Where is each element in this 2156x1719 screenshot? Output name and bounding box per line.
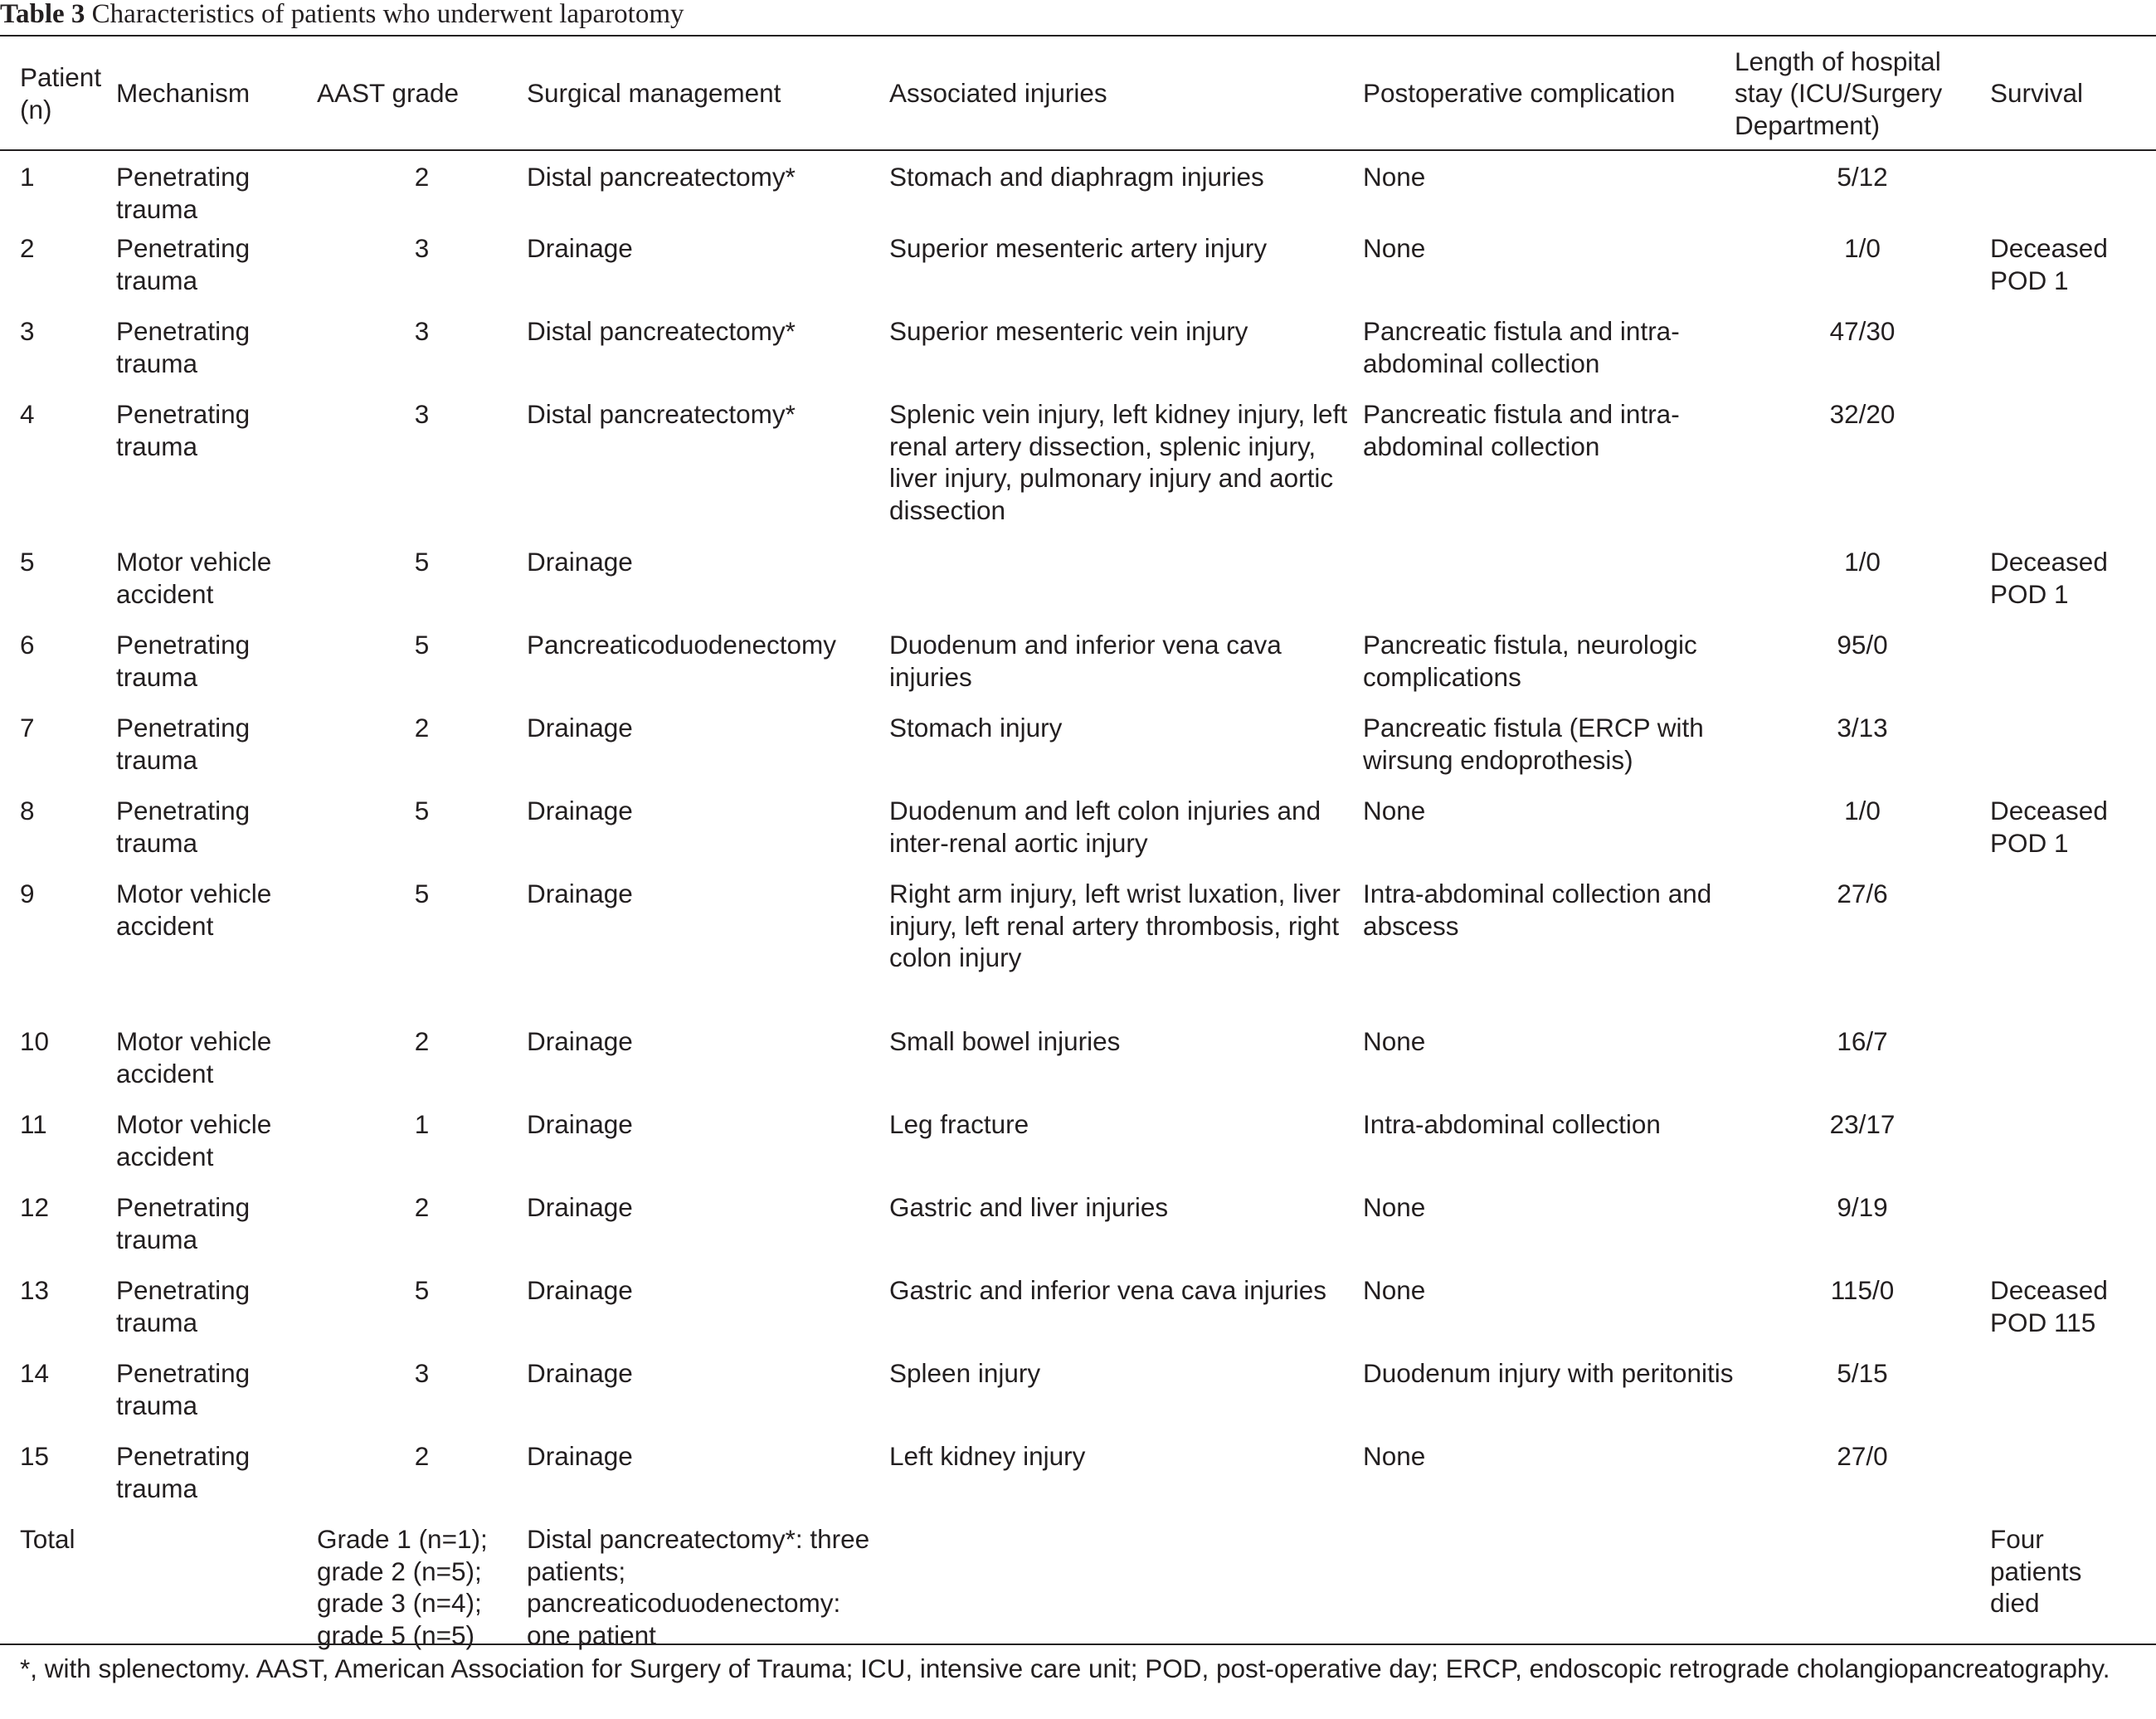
cell-patient: 5	[20, 547, 35, 577]
cell-length-of-stay: 1/0	[1844, 233, 1881, 263]
cell-mechanism: Penetrating trauma	[116, 162, 251, 224]
cell-mechanism: Penetrating trauma	[116, 796, 251, 858]
cell-surgical-management: Drainage	[527, 233, 633, 263]
cell-length-of-stay: 16/7	[1837, 1026, 1888, 1056]
cell-length-of-stay: 115/0	[1830, 1275, 1895, 1305]
patients-table	[0, 37, 2156, 1689]
cell-patient: 10	[20, 1026, 50, 1056]
cell-postoperative-complication: None	[1363, 233, 1426, 263]
cell-length-of-stay: 5/15	[1837, 1358, 1888, 1388]
cell-length-of-stay: 5/12	[1837, 162, 1888, 192]
cell-associated-injuries: Right arm injury, left wrist luxation, liver injury, left renal artery thrombosis, right colon injury	[889, 879, 1341, 972]
col-header-mechanism: Mechanism	[116, 78, 251, 109]
cell-surgical-management: Drainage	[527, 1441, 633, 1471]
cell-survival	[1990, 315, 2156, 398]
table-top-rule	[0, 35, 2156, 37]
cell-mechanism: Penetrating trauma	[116, 399, 251, 461]
cell-aast-grade: 2	[414, 713, 430, 743]
cell-associated-injuries: Left kidney injury	[889, 1441, 1086, 1471]
cell-patient: 3	[20, 316, 35, 346]
table-caption-title: Characteristics of patients who underwent laparotomy	[91, 0, 684, 29]
cell-postoperative-complication: None	[1363, 1026, 1426, 1056]
cell-length-of-stay: 27/6	[1837, 879, 1888, 908]
cell-postoperative-complication	[1363, 546, 1735, 629]
cell-associated-injuries: Superior mesenteric vein injury	[889, 316, 1248, 346]
table-row	[0, 1025, 2156, 1108]
cell-associated-injuries: Duodenum and inferior vena cava injuries	[889, 630, 1282, 692]
cell-survival	[1990, 1357, 2156, 1440]
cell-mechanism: Penetrating trauma	[116, 316, 251, 378]
cell-mechanism: Penetrating trauma	[116, 713, 251, 775]
table-row	[0, 315, 2156, 398]
cell-postoperative-complication: None	[1363, 1441, 1426, 1471]
table-caption	[0, 0, 2156, 35]
cell-mechanism: Motor vehicle accident	[116, 1109, 272, 1171]
cell-aast-grade: 5	[414, 879, 430, 908]
cell-survival	[1990, 1440, 2156, 1523]
cell-associated-injuries: Gastric and liver injuries	[889, 1192, 1169, 1222]
table-row	[0, 1357, 2156, 1440]
cell-aast-grade: 1	[414, 1109, 430, 1139]
cell-patient: 2	[20, 233, 35, 263]
cell-mechanism: Penetrating trauma	[116, 1441, 251, 1503]
cell-associated-injuries: Stomach injury	[889, 713, 1063, 743]
cell-survival	[1990, 1108, 2156, 1191]
cell-postoperative-complication: None	[1363, 162, 1426, 192]
table-row	[0, 398, 2156, 546]
cell-survival	[1990, 398, 2156, 546]
cell-aast-grade: 5	[414, 1275, 430, 1305]
cell-survival: Deceased POD 1	[1990, 233, 2108, 295]
cell-mechanism: Penetrating trauma	[116, 1192, 251, 1254]
cell-patient: 11	[20, 1109, 47, 1139]
cell-total-surgical: Distal pancreatectomy*: three patients; pancreaticoduodenectomy: one patient	[527, 1524, 870, 1650]
cell-patient: 13	[20, 1275, 50, 1305]
cell-aast-grade: 2	[414, 1441, 430, 1471]
cell-survival	[1990, 1191, 2156, 1274]
cell-patient: 12	[20, 1192, 50, 1222]
cell-aast-grade: 5	[414, 547, 430, 577]
cell-postoperative-complication: Intra-abdominal collection and abscess	[1363, 879, 1712, 941]
cell-aast-grade: 5	[414, 796, 430, 825]
cell-length-of-stay: 23/17	[1829, 1109, 1896, 1139]
cell-survival	[1990, 629, 2156, 712]
table-row	[0, 1191, 2156, 1274]
cell-patient: 8	[20, 796, 35, 825]
cell-survival: Deceased POD 1	[1990, 796, 2108, 858]
cell-surgical-management: Drainage	[527, 1109, 633, 1139]
table-row	[0, 1108, 2156, 1191]
cell-associated-injuries: Gastric and inferior vena cava injuries	[889, 1275, 1326, 1305]
cell-aast-grade: 2	[414, 1026, 430, 1056]
col-header-postoperative-complication: Postoperative complication	[1363, 78, 1676, 109]
cell-aast-grade: 2	[414, 1192, 430, 1222]
table-row	[0, 795, 2156, 878]
table-header-row	[0, 37, 2156, 149]
cell-length-of-stay: 27/0	[1837, 1441, 1888, 1471]
cell-postoperative-complication: Pancreatic fistula and intra-abdominal collection	[1363, 399, 1680, 461]
cell-aast-grade: 3	[414, 1358, 430, 1388]
cell-surgical-management: Drainage	[527, 547, 633, 577]
cell-surgical-management: Distal pancreatectomy*	[527, 162, 796, 192]
col-header-patient: Patient (n)	[20, 62, 102, 124]
cell-surgical-management: Drainage	[527, 1358, 633, 1388]
cell-patient: 7	[20, 713, 35, 743]
cell-postoperative-complication: Intra-abdominal collection	[1363, 1109, 1661, 1139]
cell-associated-injuries: Leg fracture	[889, 1109, 1029, 1139]
col-header-associated-injuries: Associated injuries	[889, 78, 1107, 109]
cell-length-of-stay: 47/30	[1829, 316, 1896, 346]
table-row	[0, 149, 2156, 232]
cell-mechanism: Motor vehicle accident	[116, 1026, 272, 1088]
cell-postoperative-complication: Duodenum injury with peritonitis	[1363, 1358, 1734, 1388]
cell-patient: 14	[20, 1358, 50, 1388]
cell-aast-grade: 2	[414, 162, 430, 192]
col-header-length-of-stay: Length of hospital stay (ICU/Surgery Department)	[1735, 46, 1943, 140]
col-header-surgical-management: Surgical management	[527, 78, 781, 109]
cell-survival	[1990, 712, 2156, 795]
cell-survival	[1990, 1025, 2156, 1108]
cell-patient: 15	[20, 1441, 50, 1471]
cell-surgical-management: Distal pancreatectomy*	[527, 399, 796, 429]
cell-aast-grade: 5	[414, 630, 430, 660]
cell-mechanism: Motor vehicle accident	[116, 547, 272, 609]
table-row	[0, 629, 2156, 712]
cell-aast-grade: 3	[414, 233, 430, 263]
cell-patient: 9	[20, 879, 35, 908]
cell-surgical-management: Drainage	[527, 796, 633, 825]
cell-mechanism: Penetrating trauma	[116, 1275, 251, 1337]
cell-length-of-stay: 3/13	[1837, 713, 1888, 743]
cell-associated-injuries: Spleen injury	[889, 1358, 1041, 1388]
cell-aast-grade: 3	[414, 316, 430, 346]
cell-length-of-stay: 9/19	[1837, 1192, 1888, 1222]
cell-mechanism: Penetrating trauma	[116, 233, 251, 295]
cell-length-of-stay: 32/20	[1829, 399, 1896, 429]
cell-mechanism: Motor vehicle accident	[116, 879, 272, 941]
cell-total-aast: Grade 1 (n=1); grade 2 (n=5); grade 3 (n=4); grade 5 (n=5)	[317, 1524, 488, 1650]
table-row	[0, 712, 2156, 795]
cell-length-of-stay: 95/0	[1837, 630, 1888, 660]
cell-associated-injuries: Splenic vein injury, left kidney injury, left renal artery dissection, splenic injury, liver injury, pulmonary injury and aortic dissection	[889, 399, 1348, 525]
table-caption-label: Table 3	[0, 0, 85, 29]
cell-length-of-stay: 1/0	[1844, 547, 1881, 577]
cell-surgical-management: Distal pancreatectomy*	[527, 316, 796, 346]
col-header-survival: Survival	[1990, 78, 2084, 109]
cell-surgical-management: Drainage	[527, 1275, 633, 1305]
cell-survival	[1990, 149, 2156, 232]
table-row	[0, 546, 2156, 629]
cell-surgical-management: Pancreaticoduodenectomy	[527, 630, 836, 660]
cell-postoperative-complication: Pancreatic fistula (ERCP with wirsung endoprothesis)	[1363, 713, 1704, 775]
cell-surgical-management: Drainage	[527, 1192, 633, 1222]
col-header-aast-grade: AAST grade	[317, 78, 460, 109]
cell-total-label: Total	[20, 1524, 75, 1554]
table-footnote: *, with splenectomy. AAST, American Association for Surgery of Trauma; ICU, intensive care unit; POD, post-operative day; ERCP, endoscopic retrograde cholangiopancreatography.	[20, 1653, 2110, 1683]
cell-length-of-stay: 1/0	[1844, 796, 1881, 825]
cell-survival	[1990, 878, 2156, 1025]
cell-patient: 6	[20, 630, 35, 660]
cell-patient: 1	[20, 162, 35, 192]
cell-survival: Deceased POD 115	[1990, 1275, 2108, 1337]
cell-postoperative-complication: None	[1363, 796, 1426, 825]
cell-patient: 4	[20, 399, 35, 429]
cell-associated-injuries	[889, 546, 1363, 629]
cell-aast-grade: 3	[414, 399, 430, 429]
table-row	[0, 1440, 2156, 1523]
cell-postoperative-complication: Pancreatic fistula and intra-abdominal collection	[1363, 316, 1680, 378]
cell-mechanism: Penetrating trauma	[116, 1358, 251, 1420]
cell-associated-injuries: Superior mesenteric artery injury	[889, 233, 1268, 263]
cell-surgical-management: Drainage	[527, 1026, 633, 1056]
cell-surgical-management: Drainage	[527, 713, 633, 743]
table-body	[0, 149, 2156, 1689]
cell-associated-injuries: Small bowel injuries	[889, 1026, 1121, 1056]
cell-survival: Deceased POD 1	[1990, 547, 2108, 609]
cell-associated-injuries: Stomach and diaphragm injuries	[889, 162, 1264, 192]
table-row	[0, 1274, 2156, 1357]
cell-associated-injuries: Duodenum and left colon injuries and inter-renal aortic injury	[889, 796, 1321, 858]
cell-total-survival: Four patients died	[1990, 1524, 2082, 1618]
cell-mechanism: Penetrating trauma	[116, 630, 251, 692]
table-row	[0, 232, 2156, 315]
cell-surgical-management: Drainage	[527, 879, 633, 908]
cell-postoperative-complication: None	[1363, 1192, 1426, 1222]
cell-postoperative-complication: Pancreatic fistula, neurologic complications	[1363, 630, 1697, 692]
table-row	[0, 878, 2156, 1025]
cell-postoperative-complication: None	[1363, 1275, 1426, 1305]
